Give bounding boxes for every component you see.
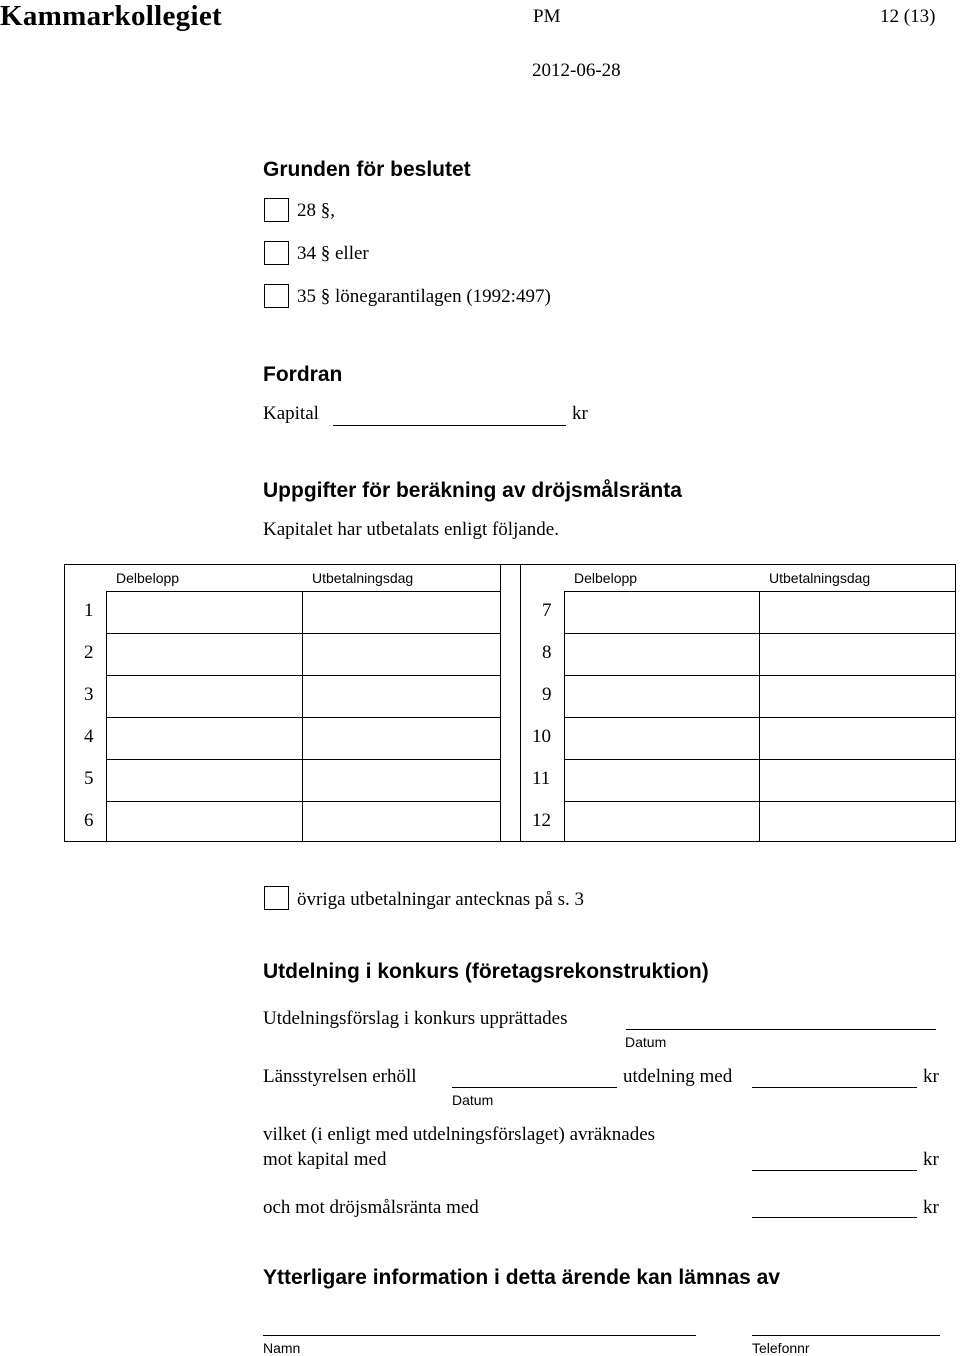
section-title-utdelning: Utdelning i konkurs (företagsrekonstruktion) [263, 960, 709, 983]
col-header-utbetalningsdag-left: Utbetalningsdag [312, 570, 414, 586]
forslag-label: Utdelningsförslag i konkurs upprättades [263, 1008, 568, 1029]
row-number: 12 [532, 810, 551, 831]
row-number: 8 [542, 642, 552, 663]
left-row-line [106, 717, 500, 718]
mot-drojsmal-unit: kr [923, 1197, 939, 1218]
row-number: 3 [84, 684, 94, 705]
row-number: 10 [532, 726, 551, 747]
checkbox-28[interactable] [264, 198, 289, 222]
section-title-grund: Grunden för beslutet [263, 158, 471, 181]
kapital-field[interactable] [333, 425, 566, 426]
option-label-34: 34 § eller [297, 243, 369, 264]
left-header-rule [106, 591, 500, 592]
lansstyrelsen-date-caption: Datum [452, 1092, 494, 1108]
payment-table [64, 564, 956, 842]
col-header-utbetalningsdag-right: Utbetalningsdag [769, 570, 871, 586]
option-label-35: 35 § lönegarantilagen (1992:497) [297, 286, 551, 307]
right-row-line [564, 675, 956, 676]
left-row-line [106, 801, 500, 802]
doc-type: PM [533, 6, 561, 27]
mot-drojsmal-label: och mot dröjsmålsränta med [263, 1197, 479, 1218]
right-row-line [564, 801, 956, 802]
utdelning-amount-field[interactable] [752, 1087, 917, 1088]
lansstyrelsen-label: Länsstyrelsen erhöll [263, 1066, 417, 1087]
telefon-caption: Telefonnr [752, 1340, 810, 1356]
org-logo-text: Kammarkollegiet [0, 0, 222, 32]
vilket-text: vilket (i enligt med utdelningsförslaget) avräknades [263, 1124, 656, 1145]
namn-caption: Namn [263, 1340, 301, 1356]
forslag-date-field[interactable] [626, 1029, 936, 1030]
forslag-date-caption: Datum [625, 1034, 667, 1050]
right-row-line [564, 759, 956, 760]
lansstyrelsen-date-field[interactable] [452, 1087, 617, 1088]
ovriga-label: övriga utbetalningar antecknas på s. 3 [297, 889, 585, 910]
right-header-rule [564, 591, 956, 592]
namn-field[interactable] [263, 1335, 696, 1336]
mot-kapital-label: mot kapital med [263, 1149, 387, 1170]
row-number: 2 [84, 642, 94, 663]
checkbox-34[interactable] [264, 241, 289, 265]
col-header-delbelopp-left: Delbelopp [116, 570, 180, 586]
row-number: 5 [84, 768, 94, 789]
mot-kapital-unit: kr [923, 1149, 939, 1170]
row-number: 9 [542, 684, 552, 705]
checkbox-35[interactable] [264, 284, 289, 308]
drojsmal-intro: Kapitalet har utbetalats enligt följande. [263, 519, 559, 540]
telefon-field[interactable] [752, 1335, 940, 1336]
mot-kapital-field[interactable] [752, 1170, 917, 1171]
right-row-line [564, 633, 956, 634]
row-number: 6 [84, 810, 94, 831]
section-title-drojsmal: Uppgifter för beräkning av dröjsmålsränta [263, 479, 682, 502]
left-row-line [106, 759, 500, 760]
section-title-ytterligare: Ytterligare information i detta ärende kan lämnas av [263, 1266, 780, 1289]
section-title-fordran: Fordran [263, 363, 343, 386]
utdelning-unit: kr [923, 1066, 939, 1087]
row-number: 7 [542, 600, 552, 621]
right-row-line [564, 717, 956, 718]
option-label-28: 28 §, [297, 200, 335, 221]
col-header-delbelopp-right: Delbelopp [574, 570, 638, 586]
kapital-label: Kapital [263, 403, 319, 424]
row-number: 1 [84, 600, 94, 621]
row-number: 4 [84, 726, 94, 747]
table-divider [520, 564, 521, 842]
doc-date: 2012-06-28 [532, 60, 621, 81]
kapital-unit: kr [572, 403, 588, 424]
left-row-line [106, 633, 500, 634]
left-row-line [106, 675, 500, 676]
checkbox-ovriga[interactable] [264, 886, 289, 910]
mot-drojsmal-field[interactable] [752, 1217, 917, 1218]
row-number: 11 [532, 768, 551, 789]
utdelning-med-label: utdelning med [623, 1066, 733, 1087]
page-number: 12 (13) [880, 6, 936, 27]
